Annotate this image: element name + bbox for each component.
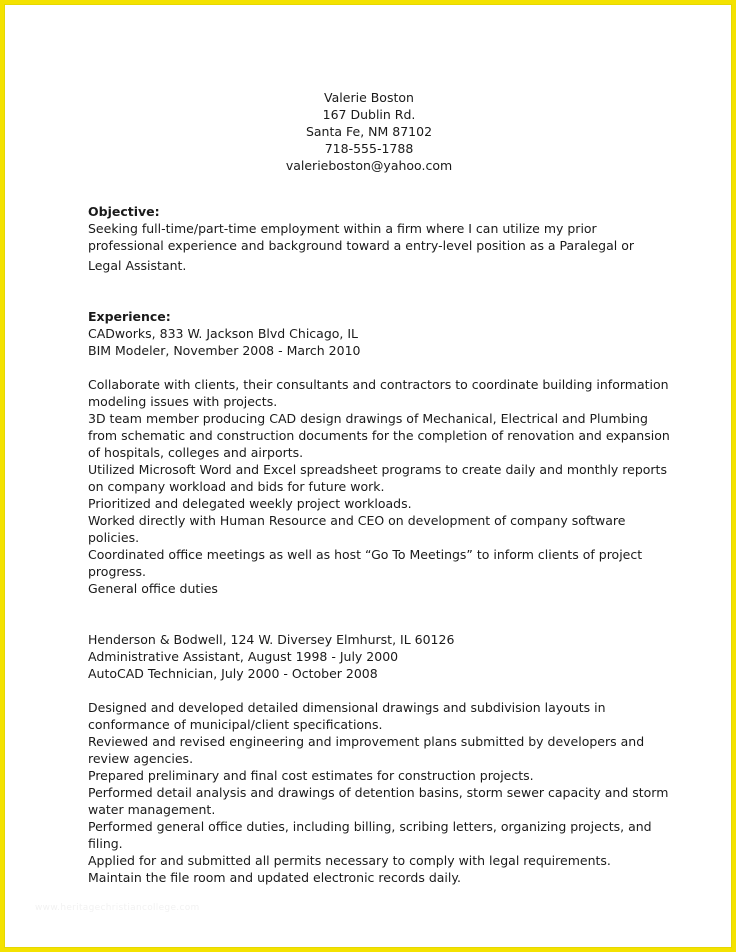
job2-title: Administrative Assistant, August 1998 - July 2000 — [88, 649, 399, 664]
job1-duty-line: modeling issues with projects. — [88, 394, 278, 409]
job2-title: AutoCAD Technician, July 2000 - October 2008 — [88, 666, 378, 681]
resume-page — [4, 4, 732, 948]
job2-duty-line: review agencies. — [88, 751, 194, 766]
job2-duty-line: conformance of municipal/client specifications. — [88, 717, 383, 732]
job2-duty-line: water management. — [88, 802, 216, 817]
objective-line: professional experience and background toward a entry-level position as a Paralegal or — [88, 238, 634, 253]
contact-email: valerieboston@yahoo.com — [285, 158, 453, 173]
objective-line: Seeking full-time/part-time employment within a firm where I can utilize my prior — [88, 221, 597, 236]
watermark-text: www.heritagechristiancollege.com — [35, 903, 200, 913]
job1-title: BIM Modeler, November 2008 - March 2010 — [88, 343, 361, 358]
job2-duty-line: Performed general office duties, including billing, scribing letters, organizing projects, and — [88, 819, 652, 834]
job1-duty-line: progress. — [88, 564, 146, 579]
resume-body — [88, 203, 668, 886]
job2-duty-line: Reviewed and revised engineering and improvement plans submitted by developers and — [88, 734, 645, 749]
contact-block — [5, 89, 733, 174]
contact-name: Valerie Boston — [324, 90, 414, 105]
job2-duty-line: Performed detail analysis and drawings of detention basins, storm sewer capacity and storm — [88, 785, 669, 800]
job1-duty-line: from schematic and construction documents for the completion of renovation and expansion — [88, 428, 670, 443]
job1-duty-line: General office duties — [88, 581, 218, 596]
job2-duty-line: Applied for and submitted all permits necessary to comply with legal requirements. — [88, 853, 611, 868]
job1-duty-line: policies. — [88, 530, 140, 545]
contact-phone: 718-555-1788 — [324, 141, 414, 156]
contact-city: Santa Fe, NM 87102 — [305, 124, 433, 139]
job1-duty-line: Collaborate with clients, their consultants and contractors to coordinate building information — [88, 377, 669, 392]
job1-duty-line: Utilized Microsoft Word and Excel spreadsheet programs to create daily and monthly reports — [88, 462, 667, 477]
job1-duty-line: of hospitals, colleges and airports. — [88, 445, 304, 460]
job2-duty-line: Designed and developed detailed dimensional drawings and subdivision layouts in — [88, 700, 606, 715]
contact-street: 167 Dublin Rd. — [322, 107, 416, 122]
job2-duty-line: filing. — [88, 836, 123, 851]
job2-duty-line: Prepared preliminary and final cost estimates for construction projects. — [88, 768, 534, 783]
job1-duty-line: Prioritized and delegated weekly project workloads. — [88, 496, 412, 511]
job1-duty-line: on company workload and bids for future work. — [88, 479, 385, 494]
job1-duty-line: 3D team member producing CAD design drawings of Mechanical, Electrical and Plumbing — [88, 411, 648, 426]
experience-heading: Experience: — [88, 309, 171, 324]
job1-duty-line: Worked directly with Human Resource and CEO on development of company software — [88, 513, 626, 528]
job1-employer: CADworks, 833 W. Jackson Blvd Chicago, IL — [88, 326, 359, 341]
job2-employer: Henderson & Bodwell, 124 W. Diversey Elmhurst, IL 60126 — [88, 632, 455, 647]
objective-line: Legal Assistant. — [88, 258, 187, 273]
objective-heading: Objective: — [88, 204, 160, 219]
job1-duty-line: Coordinated office meetings as well as host “Go To Meetings” to inform clients of project — [88, 547, 643, 562]
job2-duty-line: Maintain the file room and updated electronic records daily. — [88, 870, 461, 885]
